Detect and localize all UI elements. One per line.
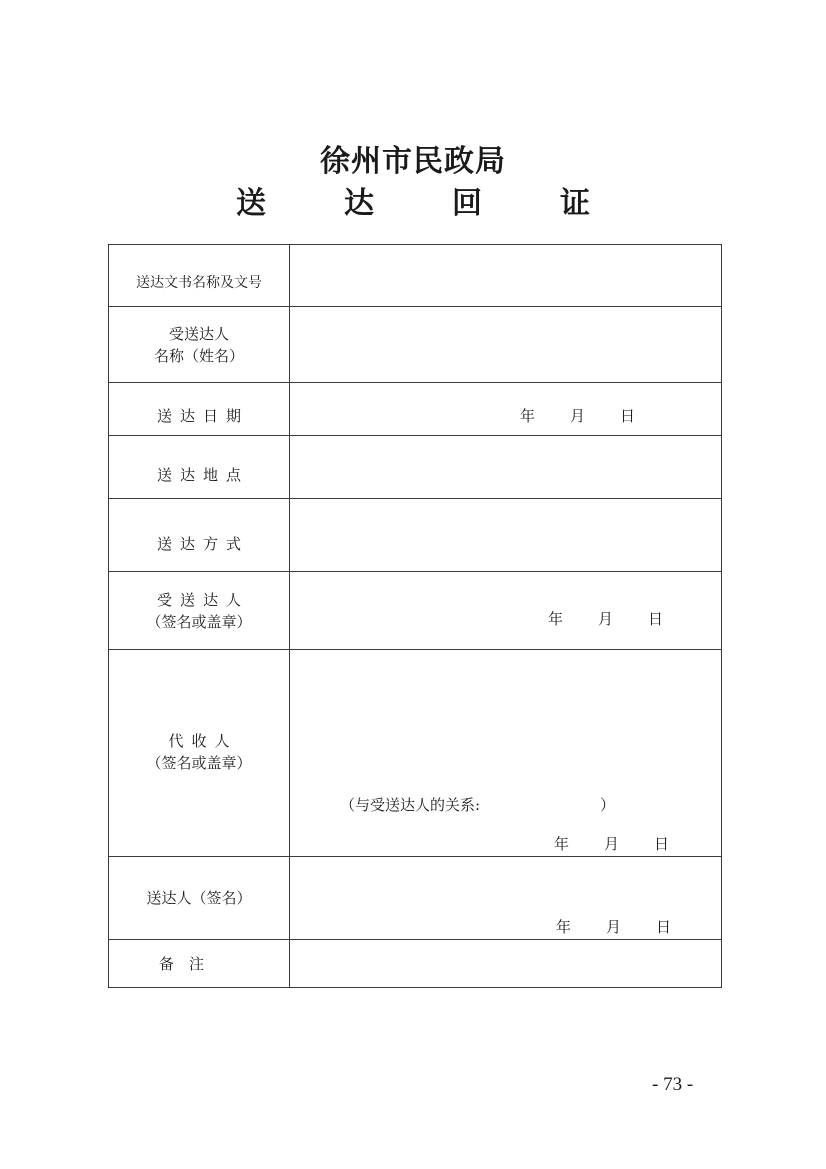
delivery-date-year: 年 — [520, 407, 536, 425]
delivery-receipt-form — [108, 244, 722, 988]
form-row-delivery-method — [109, 499, 722, 572]
form-row-remarks — [109, 940, 722, 988]
proxy-label-cell — [109, 650, 290, 857]
proxy-label-line1: 代收人 — [168, 732, 238, 750]
form-row-recipient-signature — [109, 572, 722, 650]
recipient-sign-year: 年 — [548, 610, 564, 628]
proxy-sign-year: 年 — [554, 835, 570, 853]
delivery-place-label: 送达地点 — [156, 466, 249, 484]
page-number: - 73 - — [652, 1074, 694, 1095]
delivery-method-label-cell — [109, 499, 290, 572]
delivery-place-label-cell — [109, 436, 290, 499]
proxy-sign-month: 月 — [604, 835, 620, 853]
recipient-signature-label-cell — [109, 572, 290, 650]
form-row-delivery-place — [109, 436, 722, 499]
recipient-sign-month: 月 — [598, 610, 614, 628]
deliverer-sign-month: 月 — [606, 918, 622, 936]
recipient-sign-day: 日 — [648, 610, 664, 628]
document-name-label-cell — [109, 245, 290, 307]
proxy-signature-field[interactable] — [290, 650, 722, 857]
form-row-proxy — [109, 650, 722, 857]
form-row-deliverer — [109, 857, 722, 940]
form-row-document-name — [109, 245, 722, 307]
delivery-date-field[interactable] — [290, 383, 722, 436]
delivery-date-label: 送达日期 — [156, 407, 249, 425]
deliverer-label: 送达人（签名） — [146, 889, 252, 907]
recipient-name-field[interactable] — [290, 307, 722, 383]
page-subtitle: 送 达 回 证 — [236, 186, 614, 221]
deliverer-sign-year: 年 — [556, 918, 572, 936]
recipient-label-line2: 名称（姓名） — [153, 346, 244, 365]
recipient-sign-label-line1: 受送达人 — [156, 590, 249, 609]
proxy-relation-text: （与受送达人的关系: ） — [340, 796, 616, 814]
form-row-delivery-date — [109, 383, 722, 436]
delivery-date-month: 月 — [570, 407, 586, 425]
delivery-method-field[interactable] — [290, 499, 722, 572]
delivery-date-day: 日 — [620, 407, 636, 425]
recipient-signature-field[interactable] — [290, 572, 722, 650]
deliverer-signature-field[interactable] — [290, 857, 722, 940]
form-row-recipient-name — [109, 307, 722, 383]
proxy-label-line2: （签名或盖章） — [146, 754, 252, 772]
deliverer-sign-day: 日 — [656, 918, 672, 936]
remarks-label: 备 注 — [159, 954, 205, 973]
document-name-label: 送达文书名称及文号 — [136, 275, 262, 291]
recipient-label-line1: 受送达人 — [168, 324, 229, 343]
remarks-field[interactable] — [290, 940, 722, 988]
document-name-field[interactable] — [290, 245, 722, 307]
recipient-sign-label-line2: （签名或盖章） — [146, 612, 252, 631]
delivery-place-field[interactable] — [290, 436, 722, 499]
delivery-date-label-cell — [109, 383, 290, 436]
proxy-sign-day: 日 — [654, 835, 670, 853]
delivery-method-label: 送达方式 — [156, 535, 249, 553]
deliverer-label-cell — [109, 857, 290, 940]
remarks-label-cell — [109, 940, 290, 988]
recipient-name-label-cell — [109, 307, 290, 383]
page-title: 徐州市民政局 — [320, 144, 506, 179]
